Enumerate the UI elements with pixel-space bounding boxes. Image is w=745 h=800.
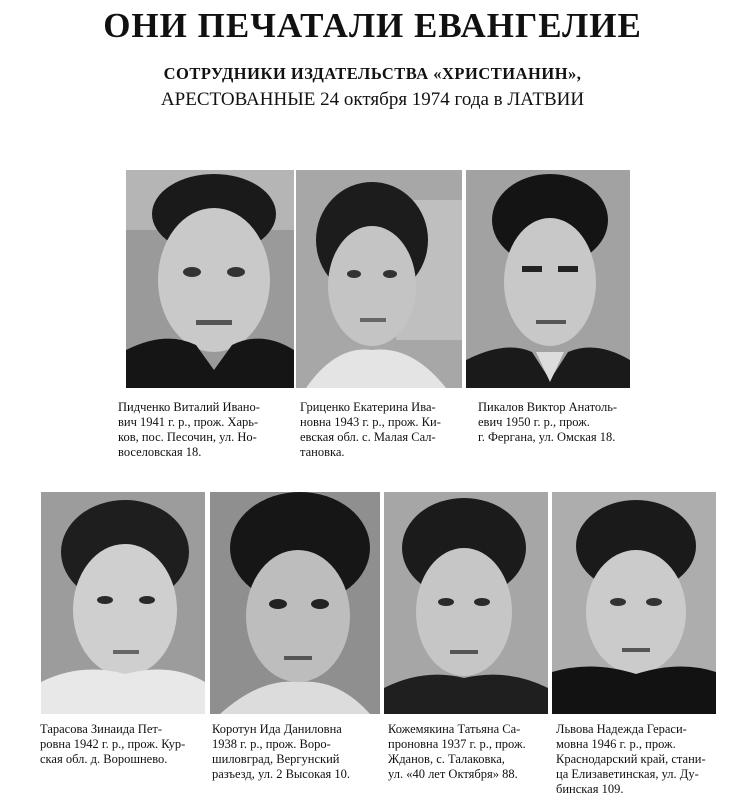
portrait-photo-2 bbox=[296, 170, 462, 388]
caption-person-1: Пидченко Виталий Ивано- вич 1941 г. р., прож. Харь- ков, пос. Песочин, ул. Но- воселовская 18. bbox=[118, 400, 260, 459]
portrait-photo-6 bbox=[384, 492, 548, 714]
caption-person-2: Гриценко Екатерина Ива- новна 1943 г. р., прож. Ки- евская обл. с. Малая Сал- тановка. bbox=[300, 400, 441, 459]
caption-person-4: Тарасова Зинаида Пет- ровна 1942 г. р., прож. Кур- ская обл. д. Ворошнево. bbox=[40, 722, 186, 766]
caption-person-5: Коротун Ида Даниловна 1938 г. р., прож. Воро- шиловград, Вергунский разъезд, ул. 2 Высокая 10. bbox=[212, 722, 351, 781]
subtitle-publisher: СОТРУДНИКИ ИЗДАТЕЛЬСТВА «ХРИСТИАНИН», bbox=[163, 64, 582, 83]
caption-person-7: Львова Надежда Гераси- мовна 1946 г. р., прож. Краснодарский край, стани- ца Елизаветинская, ул. Ду- бинская 109. bbox=[556, 722, 706, 796]
page-title: ОНИ ПЕЧАТАЛИ ЕВАНГЕЛИЕ bbox=[103, 6, 642, 45]
subtitle-arrest-date: АРЕСТОВАННЫЕ 24 октября 1974 года в ЛАТВИИ bbox=[160, 89, 585, 110]
portrait-photo-1 bbox=[126, 170, 294, 388]
portrait-photo-5 bbox=[210, 492, 380, 714]
portrait-photo-7 bbox=[552, 492, 716, 714]
caption-person-3: Пикалов Виктор Анатоль- евич 1950 г. р., прож. г. Фергана, ул. Омская 18. bbox=[478, 400, 618, 444]
caption-person-6: Кожемякина Татьяна Са- проновна 1937 г. р., прож. Жданов, с. Талаковка, ул. «40 лет Октября» 88. bbox=[388, 722, 526, 781]
portrait-photo-4 bbox=[41, 492, 205, 714]
portrait-photo-3 bbox=[466, 170, 630, 388]
